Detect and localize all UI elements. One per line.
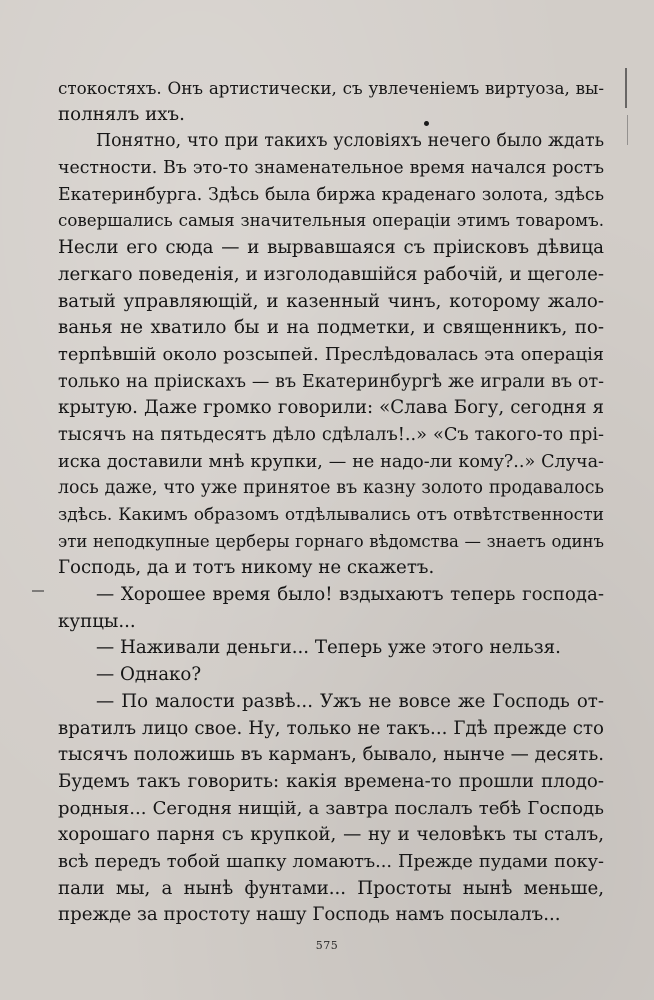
dialogue-line: — Хорошее время было! вздыхаютъ теперь господа- — [96, 584, 604, 606]
text-line: прежде за простоту нашу Господь намъ посылалъ... — [58, 904, 561, 926]
text-line: эти неподкупные церберы горнаго вѣдомства — знаетъ одинъ — [58, 531, 604, 551]
text-line: тысячъ положишь въ карманъ, бывало, нынче — десять. — [58, 744, 604, 766]
text-line: терпѣвшій около розсыпей. Преслѣдовалась эта операція — [58, 344, 604, 365]
text-line: стокостяхъ. Онъ артистически, съ увлеченіемъ виртуоза, вы- — [58, 78, 604, 98]
dialogue-line: — Наживали деньги... Теперь уже этого нельзя. — [96, 637, 561, 659]
dialogue-line: — Однако? — [96, 664, 202, 686]
text-line: ватый управляющій, и казенный чинъ, которому жало- — [58, 290, 604, 312]
text-line: здѣсь. Какимъ образомъ отдѣлывались отъ отвѣтственности — [58, 505, 604, 525]
text-line: крытую. Даже громко говорили: «Слава Богу, сегодня я — [58, 397, 604, 419]
text-line: легкаго поведенія, и изголодавшійся рабочій, и щеголе- — [58, 263, 604, 285]
text-line: полнялъ ихъ. — [58, 103, 185, 125]
page-edge-mark — [627, 115, 628, 145]
text-line: иска доставили мнѣ крупки, — не надо-ли кому?..» Случа- — [58, 451, 604, 472]
text-line: Понятно, что при такихъ условіяхъ нечего было ждать — [96, 131, 604, 152]
margin-mark — [32, 590, 44, 592]
text-line: честности. Въ это-то знаменательное время начался ростъ — [58, 158, 604, 179]
dialogue-line: — По малости развѣ... Ужъ не вовсе же Господь от- — [96, 690, 604, 712]
text-line: Несли его сюда — и вырвавшаяся съ пріисковъ дѣвица — [58, 237, 604, 259]
text-line: лось даже, что уже принятое въ казну золото продавалось — [58, 478, 604, 499]
body-text — [58, 75, 604, 929]
page-number: 575 — [315, 939, 339, 952]
text-line: совершались самыя значительныя операціи этимъ товаромъ. — [58, 211, 604, 231]
text-line: ванья не хватило бы и на подметки, и священникъ, по- — [58, 317, 604, 339]
text-line: купцы... — [58, 610, 136, 632]
text-line: хорошаго парня съ крупкой, — ну и человѣкъ ты сталъ, — [58, 824, 604, 846]
text-line: Господь, да и тотъ никому не скажетъ. — [58, 557, 435, 579]
text-line: Будемъ такъ говорить: какія времена-то прошли плодо- — [58, 770, 604, 792]
text-line: всѣ передъ тобой шапку ломаютъ... Прежде пудами поку- — [58, 851, 604, 872]
text-line: только на пріискахъ — въ Екатеринбургѣ же играли въ от- — [58, 371, 604, 392]
text-line: вратилъ лицо свое. Ну, только не такъ... Гдѣ прежде сто — [58, 717, 604, 739]
text-line: тысячъ на пятьдесятъ дѣло сдѣлалъ!..» «Съ такого-то прі- — [58, 424, 604, 445]
text-line: пали мы, а нынѣ фунтами... Простоты нынѣ меньше, — [58, 877, 604, 899]
page-edge-mark — [625, 68, 627, 108]
text-line: родныя... Сегодня нищій, а завтра послалъ тебѣ Господь — [58, 797, 604, 819]
text-line: Екатеринбурга. Здѣсь была биржа краденаго золота, здѣсь — [58, 184, 604, 205]
